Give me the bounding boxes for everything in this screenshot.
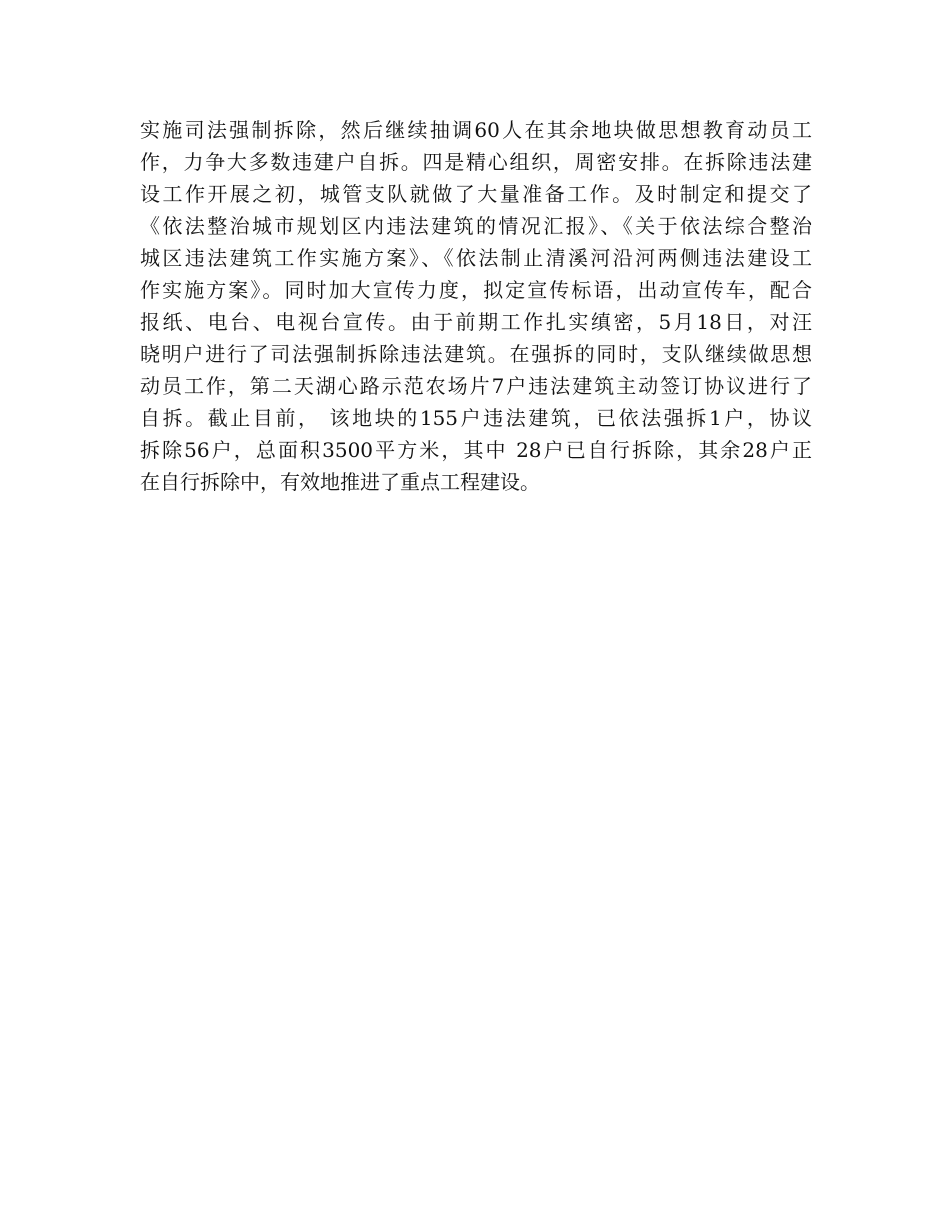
paragraph-line: 动员工作，第二天湖心路示范农场片7户违法建筑主动签订协议进行了 [140, 374, 812, 398]
paragraph-line: 《依法整治城市规划区内违法建筑的情况汇报》、《关于依法综合整治 [140, 214, 812, 238]
paragraph-line: 实施司法强制拆除，然后继续抽调60人在其余地块做思想教育动员工 [140, 118, 812, 142]
paragraph-line: 报纸、电台、电视台宣传。由于前期工作扎实缜密，5月18日，对汪 [140, 310, 812, 334]
paragraph-line: 拆除56户，总面积3500平方米，其中 28户已自行拆除，其余28户正 [140, 438, 812, 462]
body-paragraph [140, 114, 812, 498]
paragraph-line: 自拆。截止目前， 该地块的155户违法建筑，已依法强拆1户，协议 [140, 406, 812, 430]
paragraph-line: 作实施方案》。同时加大宣传力度，拟定宣传标语，出动宣传车，配合 [140, 278, 812, 302]
paragraph-line: 晓明户进行了司法强制拆除违法建筑。在强拆的同时，支队继续做思想 [140, 342, 812, 366]
paragraph-line: 城区违法建筑工作实施方案》、《依法制止清溪河沿河两侧违法建设工 [140, 246, 812, 270]
paragraph-line: 设工作开展之初，城管支队就做了大量准备工作。及时制定和提交了 [140, 182, 812, 206]
paragraph-line: 作，力争大多数违建户自拆。四是精心组织，周密安排。在拆除违法建 [140, 150, 812, 174]
paragraph-line: 在自行拆除中，有效地推进了重点工程建设。 [140, 470, 540, 494]
